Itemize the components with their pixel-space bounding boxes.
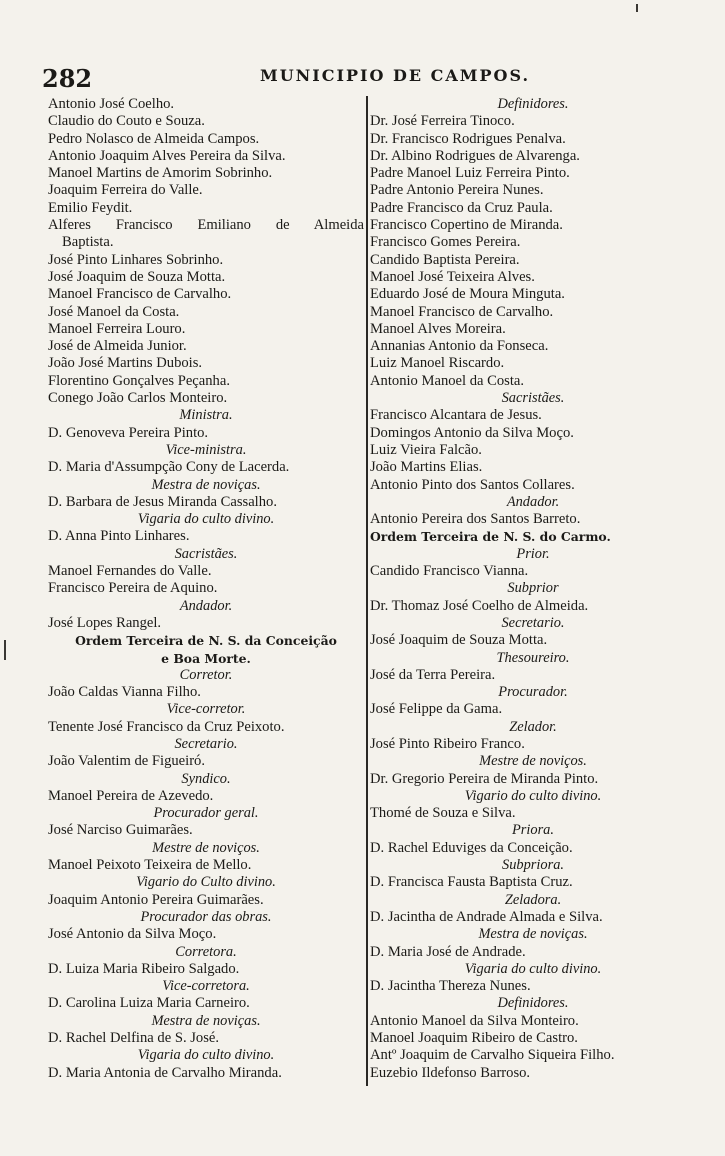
member-name: José de Almeida Junior. xyxy=(48,338,187,355)
office-title: Definidores. xyxy=(497,96,569,112)
member-name: Domingos Antonio da Silva Moço. xyxy=(370,424,574,441)
member-name: D. Jacintha Thereza Nunes. xyxy=(370,978,531,995)
member-name: José Joaquim de Souza Motta. xyxy=(370,632,548,649)
column-divider xyxy=(366,96,368,1086)
office-title: Mestra de noviças. xyxy=(478,926,588,943)
member-name: Joaquim Ferreira do Valle. xyxy=(48,182,203,199)
page-number: 282 xyxy=(42,64,93,93)
member-name: Luiz Manoel Riscardo. xyxy=(370,355,505,372)
member-name: D. Barbara de Jesus Miranda Cassalho. xyxy=(48,493,277,510)
office-title: Thesoureiro. xyxy=(496,649,570,666)
member-name: Francisco Alcantara de Jesus. xyxy=(370,407,542,424)
office-title: Subpriora. xyxy=(502,857,564,874)
member-name: Antonio Joaquim Alves Pereira da Silva. xyxy=(48,147,286,164)
office-title: Prior. xyxy=(516,545,550,562)
member-name: Dr. Francisco Rodrigues Penalva. xyxy=(370,130,566,147)
running-head: MUNICIPIO DE CAMPOS. xyxy=(260,66,531,85)
office-title: Andador. xyxy=(506,493,560,510)
member-name: D. Luiza Maria Ribeiro Salgado. xyxy=(48,960,240,977)
member-name: Pedro Nolasco de Almeida Campos. xyxy=(48,130,260,147)
member-name: D. Genoveva Pereira Pinto. xyxy=(48,424,209,441)
order-heading: Ordem Terceira de N. S. do Carmo. xyxy=(370,529,611,545)
member-name: Antº Joaquim de Carvalho Siqueira Filho. xyxy=(370,1047,615,1064)
member-name: José Pinto Ribeiro Franco. xyxy=(370,735,525,752)
member-name: Baptista. xyxy=(62,234,114,251)
member-name: Manoel Peixoto Teixeira de Mello. xyxy=(48,857,252,874)
member-name: João Caldas Vianna Filho. xyxy=(48,684,201,701)
member-name: José Manoel da Costa. xyxy=(48,303,180,320)
office-title: Vigaria do culto divino. xyxy=(137,1047,275,1064)
office-title: Zelador. xyxy=(509,718,557,735)
member-name: José Felippe da Gama. xyxy=(370,701,503,718)
member-name: José Narciso Guimarães. xyxy=(48,822,193,839)
page-header xyxy=(42,60,682,94)
member-name: D. Rachel Eduviges da Conceição. xyxy=(370,839,573,856)
office-title: Mestra de noviças. xyxy=(151,476,261,493)
office-title: Syndico. xyxy=(181,770,231,787)
member-name: Emilio Feydit. xyxy=(48,199,133,216)
office-title: Vigaria do culto divino. xyxy=(137,511,275,528)
member-name: Manoel Joaquim Ribeiro de Castro. xyxy=(370,1030,578,1047)
office-title: Andador. xyxy=(179,597,233,614)
member-name: Manoel José Teixeira Alves. xyxy=(370,268,535,285)
member-name: Conego João Carlos Monteiro. xyxy=(48,390,228,407)
member-name: José Lopes Rangel. xyxy=(48,614,162,631)
member-name: Luiz Vieira Falcão. xyxy=(370,441,482,458)
office-title: Mestra de noviças. xyxy=(151,1012,261,1029)
order-heading: Ordem Terceira de N. S. da Conceição xyxy=(75,633,337,649)
member-name: Alferes Francisco Emiliano de Almeida xyxy=(48,217,364,234)
margin-mark xyxy=(4,640,6,660)
member-name: Padre Manoel Luiz Ferreira Pinto. xyxy=(370,165,570,182)
member-name: Francisco Pereira de Aquino. xyxy=(48,580,218,597)
member-name: Dr. Thomaz José Coelho de Almeida. xyxy=(370,597,589,614)
office-title: Procurador. xyxy=(498,684,568,701)
margin-mark xyxy=(636,4,638,12)
member-name: D. Francisca Fausta Baptista Cruz. xyxy=(370,874,573,891)
member-name: Antonio José Coelho. xyxy=(48,96,175,112)
office-title: Corretor. xyxy=(179,666,233,683)
office-title: Definidores. xyxy=(497,995,569,1012)
member-name: D. Maria Antonia de Carvalho Miranda. xyxy=(48,1064,282,1081)
member-name: Manoel Martins de Amorim Sobrinho. xyxy=(48,165,273,182)
member-name: Antonio Manoel da Costa. xyxy=(370,372,525,389)
member-name: João Valentim de Figueiró. xyxy=(48,753,205,770)
member-name: Dr. José Ferreira Tinoco. xyxy=(370,113,515,130)
member-name: D. Rachel Delfina de S. José. xyxy=(48,1030,220,1047)
office-title: Vice-ministra. xyxy=(165,441,247,458)
office-title: Vice-corretor. xyxy=(166,701,246,718)
member-name: Antonio Manoel da Silva Monteiro. xyxy=(370,1012,579,1029)
member-name: João José Martins Dubois. xyxy=(48,355,203,372)
member-name: Manoel Alves Moreira. xyxy=(370,320,506,337)
office-title: Vigaria do culto divino. xyxy=(464,960,602,977)
member-name: Dr. Albino Rodrigues de Alvarenga. xyxy=(370,147,580,164)
member-name: Dr. Gregorio Pereira de Miranda Pinto. xyxy=(370,770,599,787)
member-name: Claudio do Couto e Souza. xyxy=(48,113,205,130)
member-name: Annanias Antonio da Fonseca. xyxy=(370,338,549,355)
member-name: Euzebio Ildefonso Barroso. xyxy=(370,1064,531,1081)
office-title: Secretario. xyxy=(174,735,238,752)
member-name: Manoel Ferreira Louro. xyxy=(48,320,186,337)
office-title: Mestre de noviços. xyxy=(479,753,587,770)
member-name: Francisco Gomes Pereira. xyxy=(370,234,521,251)
member-name: Eduardo José de Moura Minguta. xyxy=(370,286,565,303)
office-title: Vigario do Culto divino. xyxy=(136,874,276,891)
member-name: José Antonio da Silva Moço. xyxy=(48,926,217,943)
member-name: Candido Francisco Vianna. xyxy=(370,563,529,580)
member-name: Tenente José Francisco da Cruz Peixoto. xyxy=(48,718,285,735)
office-title: Procurador geral. xyxy=(153,805,259,822)
office-title: Sacristães. xyxy=(174,545,238,562)
member-name: Manoel Fernandes do Valle. xyxy=(48,563,212,580)
right-column xyxy=(370,96,696,1082)
office-title: Ministra. xyxy=(179,407,233,424)
member-name: Manoel Francisco de Carvalho. xyxy=(48,286,232,303)
order-heading: e Boa Morte. xyxy=(161,650,251,666)
member-name: Francisco Copertino de Miranda. xyxy=(370,217,563,234)
member-name: Joaquim Antonio Pereira Guimarães. xyxy=(48,891,264,908)
member-name: Manoel Francisco de Carvalho. xyxy=(370,303,554,320)
office-title: Procurador das obras. xyxy=(140,908,272,925)
office-title: Mestre de noviços. xyxy=(152,839,260,856)
office-title: Sacristães. xyxy=(501,390,565,407)
member-name: Manoel Pereira de Azevedo. xyxy=(48,787,214,804)
member-name: Antonio Pinto dos Santos Collares. xyxy=(370,476,575,493)
member-name: D. Carolina Luiza Maria Carneiro. xyxy=(48,995,250,1012)
office-title: Vigario do culto divino. xyxy=(464,787,602,804)
member-name: D. Anna Pinto Linhares. xyxy=(48,528,190,545)
office-title: Secretario. xyxy=(501,614,565,631)
member-name: Padre Francisco da Cruz Paula. xyxy=(370,199,553,216)
member-name: D. Maria José de Andrade. xyxy=(370,943,526,960)
member-name: Antonio Pereira dos Santos Barreto. xyxy=(370,511,581,528)
office-title: Vice-corretora. xyxy=(162,978,250,995)
left-column xyxy=(48,96,364,1082)
member-name: Florentino Gonçalves Peçanha. xyxy=(48,372,230,389)
member-name: João Martins Elias. xyxy=(370,459,483,476)
member-name: D. Jacintha de Andrade Almada e Silva. xyxy=(370,908,603,925)
office-title: Priora. xyxy=(512,822,554,839)
member-name: José Joaquim de Souza Motta. xyxy=(48,268,226,285)
office-title: Zeladora. xyxy=(504,891,562,908)
office-title: Subprior xyxy=(507,580,559,597)
office-title: Corretora. xyxy=(175,943,237,960)
member-name: José da Terra Pereira. xyxy=(370,666,496,683)
member-name: José Pinto Linhares Sobrinho. xyxy=(48,251,224,268)
member-name: Padre Antonio Pereira Nunes. xyxy=(370,182,544,199)
member-name: Thomé de Souza e Silva. xyxy=(370,805,516,822)
member-name: D. Maria d'Assumpção Cony de Lacerda. xyxy=(48,459,290,476)
member-name: Candido Baptista Pereira. xyxy=(370,251,520,268)
